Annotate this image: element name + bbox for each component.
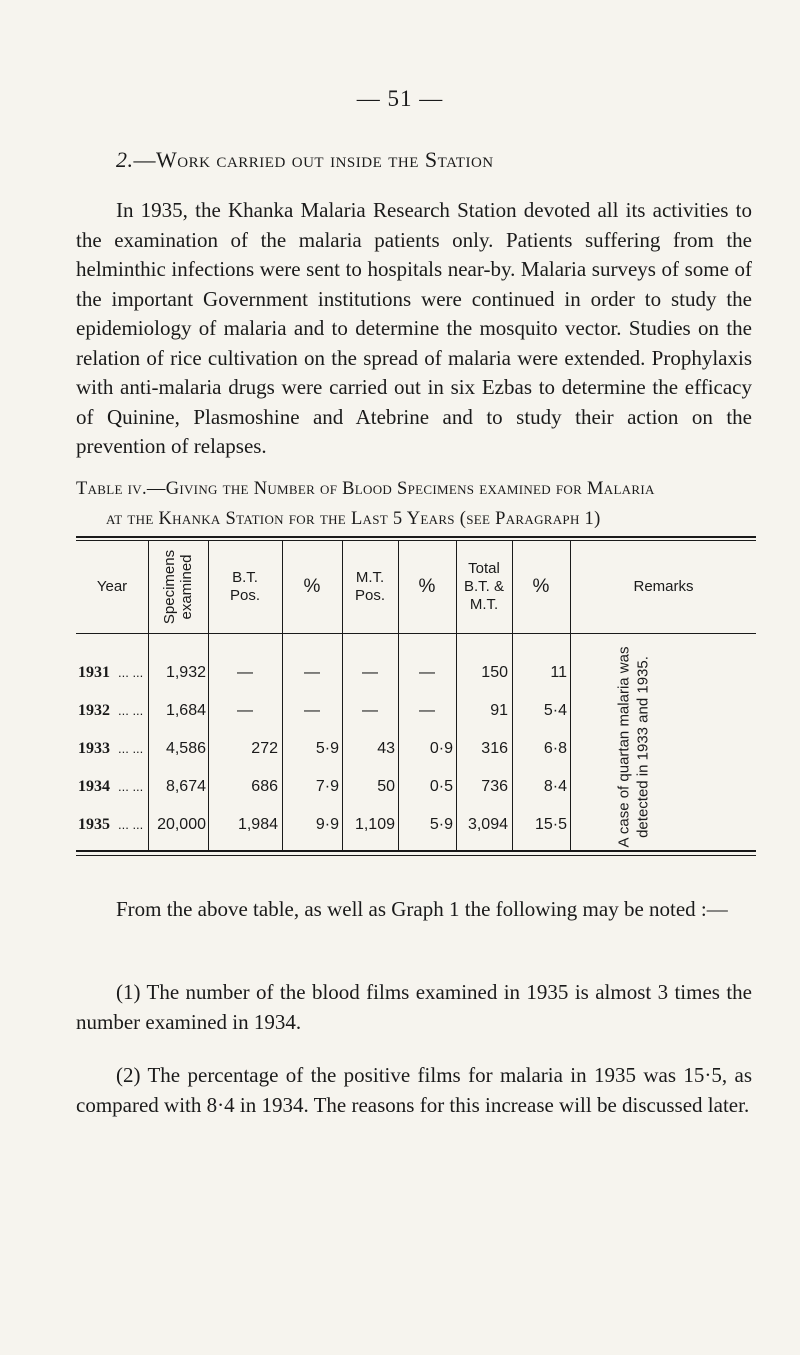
cell-bt-pos: 272 (251, 740, 278, 757)
cell-mt-pos: 50 (377, 778, 395, 795)
header-year: Year (96, 578, 128, 595)
header-mt-pos: M.T. Pos. (354, 569, 385, 604)
cell-year: 1931 (78, 664, 110, 681)
cell-dots: ... ... (118, 665, 144, 680)
cell-dots: ... ... (118, 817, 144, 832)
header-bt-percent: % (303, 576, 321, 597)
header-total-percent: % (532, 576, 550, 597)
header-total: Total B.T. & M.T. (463, 560, 504, 613)
cell-bt-pos: — (237, 702, 253, 719)
cell-total: 3,094 (467, 816, 508, 833)
table-bottom-rule (76, 850, 756, 852)
observations-intro: From the above table, as well as Graph 1 the following may be noted :— (116, 897, 728, 921)
remarks-note (608, 647, 658, 847)
cell-bt-percent: — (304, 664, 320, 681)
cell-mt-pos: 43 (377, 740, 395, 757)
observation-item: (2) The percentage of the positive films for malaria in 1935 was 15·5, as compared with 8·4 in 1934. The reasons for this increase will be discussed later. (76, 1063, 752, 1117)
remarks-line-1: A case of quartan malaria was (615, 646, 633, 848)
table-caption (76, 474, 756, 534)
header-bt-pos: B.T. Pos. (229, 569, 260, 604)
cell-bt-percent: 5·9 (315, 740, 339, 757)
cell-specimens: 1,932 (165, 664, 206, 681)
cell-specimens: 20,000 (157, 816, 206, 833)
cell-year: 1934 (78, 778, 110, 795)
cell-total: 736 (481, 778, 508, 795)
table-top-rule (76, 536, 756, 538)
cell-total: 150 (481, 664, 508, 681)
cell-mt-pos: 1,109 (354, 816, 395, 833)
cell-specimens: 4,586 (165, 740, 206, 757)
table-bottom-rule-thin (76, 855, 756, 856)
cell-bt-pos: 1,984 (237, 816, 278, 833)
cell-mt-pos: — (362, 664, 378, 681)
intro-paragraph: In 1935, the Khanka Malaria Research Station devoted all its activities to the examination of the malaria patients only. Patients suffering from the helminthic infections were sent to hospitals near-by. Malaria surveys of some of the important Government institutions were continued in order to study the epidemiology of malaria and to determine the mosquito vector. Studies on the relation of rice cultivation on the spread of malaria were extended. Prophylaxis with anti-malaria drugs were carried out in six Ezbas to determine the efficacy of Quinine, Plasmoshine and Atebrine and to study their action on the prevention of relapses. (76, 198, 752, 458)
remarks-note-text (614, 647, 652, 848)
remarks-line-2: detected in 1933 and 1935. (634, 656, 652, 838)
cell-mt-percent: 5·9 (429, 816, 453, 833)
cell-mt-pos: — (362, 702, 378, 719)
header-mt-percent: % (418, 576, 436, 597)
observation-item: (1) The number of the blood films examined in 1935 is almost 3 times the number examined in 1934. (76, 980, 752, 1034)
cell-dots: ... ... (118, 703, 144, 718)
page-number: — 51 — (356, 86, 444, 111)
cell-total-percent: 8·4 (543, 778, 567, 795)
cell-total-percent: 6·8 (543, 740, 567, 757)
table-header-rule (76, 633, 756, 634)
table-caption-line-2: at the Khanka Station for the Last 5 Years (see Paragraph 1) (106, 509, 601, 529)
cell-dots: ... ... (118, 779, 144, 794)
cell-bt-pos: 686 (251, 778, 278, 795)
section-title (116, 147, 494, 173)
cell-year: 1933 (78, 740, 110, 757)
cell-total-percent: 15·5 (534, 816, 567, 833)
cell-dots: ... ... (118, 741, 144, 756)
column-divider (148, 541, 149, 850)
cell-bt-percent: — (304, 702, 320, 719)
cell-specimens: 8,674 (165, 778, 206, 795)
cell-mt-percent: 0·5 (429, 778, 453, 795)
cell-mt-percent: — (419, 702, 435, 719)
cell-total: 316 (481, 740, 508, 757)
cell-specimens: 1,684 (165, 702, 206, 719)
cell-total-percent: 11 (550, 664, 567, 681)
cell-mt-percent: — (419, 664, 435, 681)
header-specimens (150, 541, 206, 633)
cell-year: 1935 (78, 816, 110, 833)
column-divider (208, 541, 209, 850)
cell-total-percent: 5·4 (543, 702, 567, 719)
section-number: 2. (116, 147, 134, 172)
section-heading: —Work carried out inside the Station (133, 147, 494, 172)
cell-mt-percent: 0·9 (429, 740, 453, 757)
cell-total: 91 (490, 702, 508, 719)
table-caption-line-1: Table iv.—Giving the Number of Blood Specimens examined for Malaria (76, 479, 655, 499)
cell-year: 1932 (78, 702, 110, 719)
cell-bt-pos: — (237, 664, 253, 681)
cell-bt-percent: 9·9 (315, 816, 339, 833)
cell-bt-percent: 7·9 (315, 778, 339, 795)
header-specimens-label: Specimens examined (161, 549, 196, 625)
header-remarks: Remarks (633, 578, 694, 595)
